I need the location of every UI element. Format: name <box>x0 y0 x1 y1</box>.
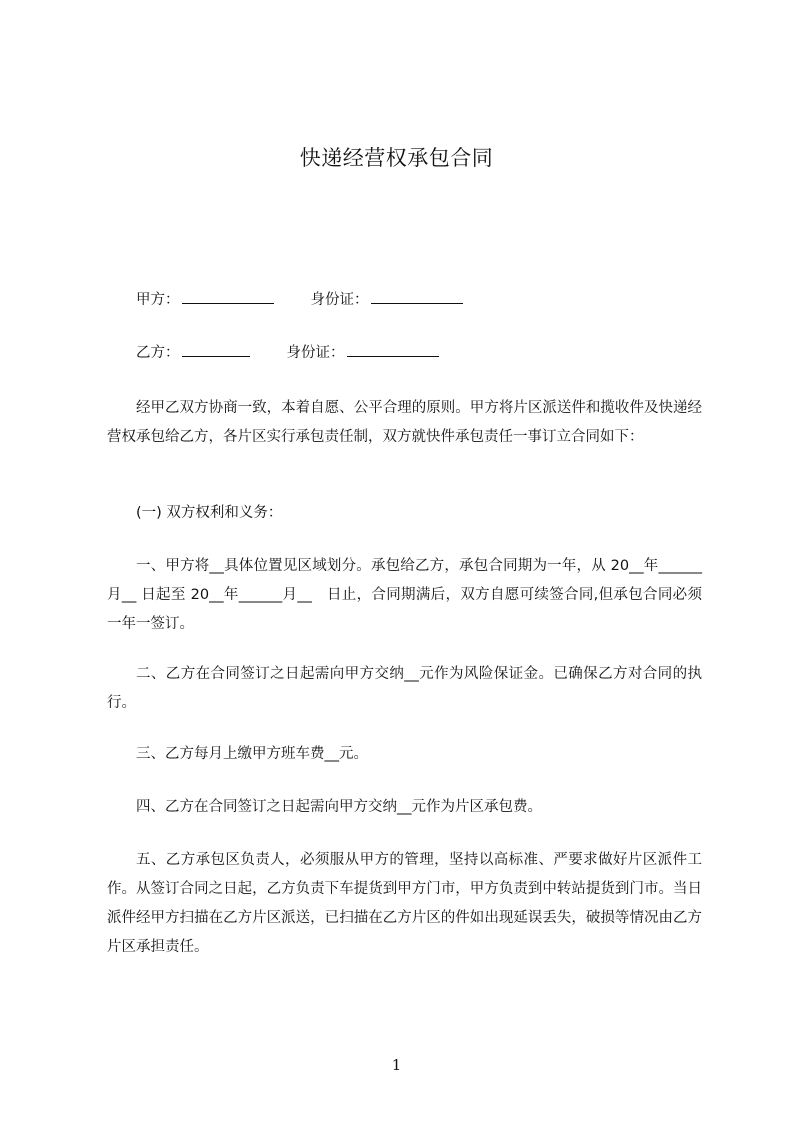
party-a-id-blank <box>371 289 463 304</box>
party-b-id-blank <box>347 342 439 357</box>
clause-4: 四、乙方在合同签订之日起需向甲方交纳__元作为片区承包费。 <box>136 799 542 815</box>
clause-1: 一、甲方将__具体位置见区域划分。承包给乙方，承包合同期为一年，从 20__年______月__ 日起至 20__年______月__ 日止，合同期满后，双方自愿可续签合同,但承包合同必须一年一签订。 <box>107 558 702 632</box>
party-b-line <box>107 339 702 368</box>
party-a-label: 甲方： <box>136 292 180 308</box>
party-b-label: 乙方： <box>136 345 180 361</box>
document-title: 快递经营权承包合同 <box>299 146 494 170</box>
party-b-id-label: 身份证： <box>286 345 345 361</box>
section-heading: (一) 双方权利和义务： <box>136 505 283 521</box>
party-a-id-label: 身份证： <box>310 292 369 308</box>
clause-5: 五、乙方承包区负责人，必须服从甲方的管理，坚持以高标准、严要求做好片区派件工作。从签订合同之日起，乙方负责下车提货到甲方门市，甲方负责到中转站提货到门市。当日派件经甲方扫描在乙方片区派送，已扫描在乙方片区的件如出现延误丢失，破损等情况由乙方片区承担责任。 <box>107 852 702 955</box>
page-number: 1 <box>391 1056 402 1074</box>
party-b-name-blank <box>182 342 250 357</box>
clause-3: 三、乙方每月上缴甲方班车费__元。 <box>136 746 368 762</box>
party-a-name-blank <box>182 289 274 304</box>
clause-2: 二、乙方在合同签订之日起需向甲方交纳__元作为风险保证金。已确保乙方对合同的执行。 <box>107 666 702 711</box>
party-a-line <box>107 286 702 315</box>
preamble-paragraph: 经甲乙双方协商一致，本着自愿、公平合理的原则。甲方将片区派送件和揽收件及快递经营权承包给乙方，各片区实行承包责任制，双方就快件承包责任一事订立合同如下： <box>107 400 702 445</box>
